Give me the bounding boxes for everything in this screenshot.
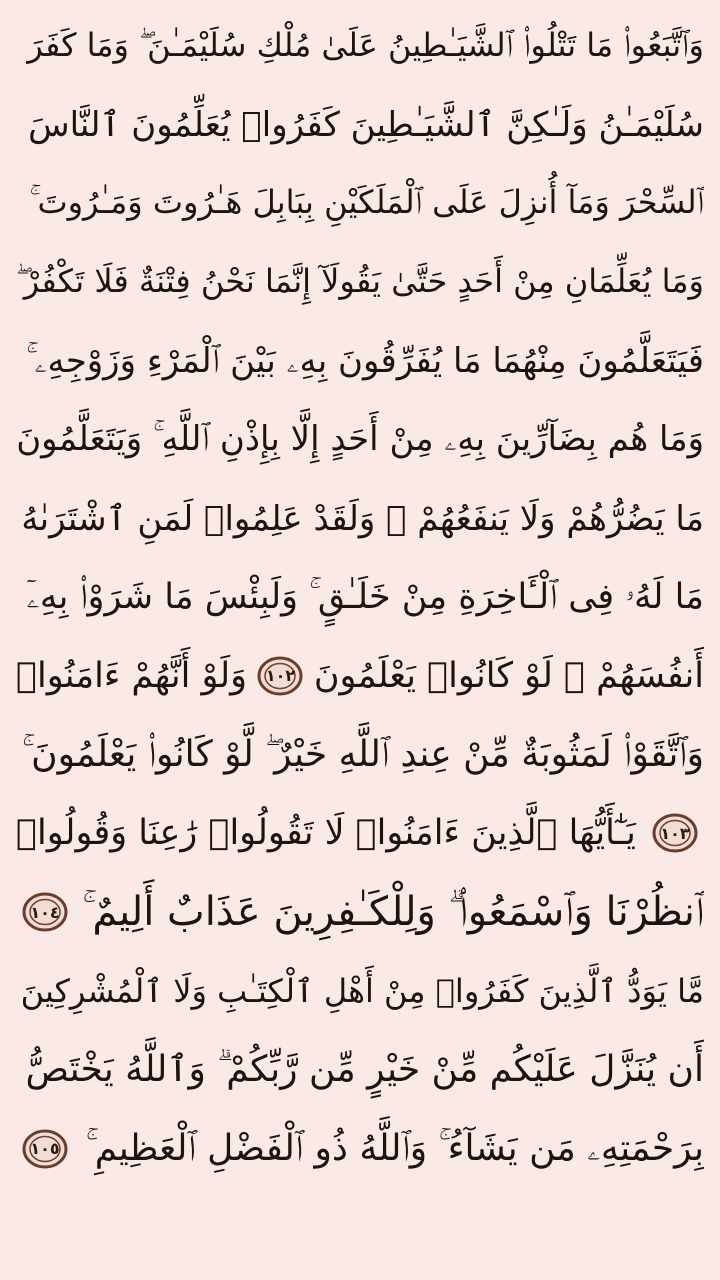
ayah-end-marker-icon	[22, 891, 68, 933]
verse-text: وَمَا يُعَلِّمَانِ مِنْ أَحَدٍ حَتَّىٰ يَقُولَآ إِنَّمَا نَحْنُ فِتْنَةٌ فَلَا تَكْفُرْ ۖ	[16, 262, 704, 301]
ayah-number: ١٠٢	[265, 666, 296, 686]
ayah-end-marker-icon	[257, 655, 303, 697]
verse-line-15	[16, 1109, 704, 1188]
verse-text: وَٱتَّقَوْا۟ لَمَثُوبَةٌ مِّنْ عِندِ ٱللَّهِ خَيْرٌ ۖ لَّوْ كَانُوا۟ يَعْلَمُونَ ۚ	[22, 733, 704, 775]
verse-line-12	[16, 873, 704, 952]
verse-text: وَلَوْ أَنَّهُمْ ءَامَنُوا۟	[16, 655, 248, 696]
verse-text: يَـٰٓأَيُّهَا ٱلَّذِينَ ءَامَنُوا۟ لَا تَقُولُوا۟ رَٰعِنَا وَقُولُوا۟	[16, 813, 636, 854]
verse-line-8	[16, 558, 704, 637]
verse-line-6	[16, 400, 704, 479]
verse-text: بِرَحْمَتِهِۦ مَن يَشَآءُ ۚ وَٱللَّهُ ذُو ٱلْفَضْلِ ٱلْعَظِيمِ ۚ	[85, 1127, 704, 1169]
verse-text: ٱلسِّحْرَ وَمَآ أُنزِلَ عَلَى ٱلْمَلَكَيْنِ بِبَابِلَ هَـٰرُوتَ وَمَـٰرُوتَ ۚ	[29, 183, 704, 222]
verse-text: مَا لَهُۥ فِى ٱلْـَٔاخِرَةِ مِنْ خَلَـٰقٍ ۚ وَلَبِئْسَ مَا شَرَوْا۟ بِهِۦٓ	[26, 576, 704, 617]
verse-text: ٱنظُرْنَا وَٱسْمَعُوا۟ ۗ وَلِلْكَـٰفِرِينَ عَذَابٌ أَلِيمٌ ۚ	[82, 889, 704, 936]
verse-text: أَن يُنَزَّلَ عَلَيْكُم مِّنْ خَيْرٍ مِّن رَّبِّكُمْ ۗ وَٱللَّهُ يَخْتَصُّ	[25, 1048, 704, 1090]
ayah-number: ١٠٤	[30, 902, 60, 922]
verse-text: مَا يَضُرُّهُمْ وَلَا يَنفَعُهُمْ ۚ وَلَقَدْ عَلِمُوا۟ لَمَنِ ٱشْتَرَىٰهُ	[21, 498, 704, 539]
verse-line-4	[16, 242, 704, 321]
verse-text: فَيَتَعَلَّمُونَ مِنْهُمَا مَا يُفَرِّقُونَ بِهِۦ بَيْنَ ٱلْمَرْءِ وَزَوْجِهِۦ ۚ	[26, 340, 704, 381]
verse-line-3	[16, 164, 704, 243]
verse-text: وَمَا هُم بِضَآرِّينَ بِهِۦ مِنْ أَحَدٍ إِلَّا بِإِذْنِ ٱللَّهِ ۚ وَيَتَعَلَّمُونَ	[16, 419, 704, 460]
verse-line-9	[16, 636, 704, 715]
verse-text: وَٱتَّبَعُوا۟ مَا تَتْلُوا۟ ٱلشَّيَـٰطِينُ عَلَىٰ مُلْكِ سُلَيْمَـٰنَ ۖ وَمَا كَفَرَ	[27, 25, 704, 64]
verse-text: سُلَيْمَـٰنُ وَلَـٰكِنَّ ٱلشَّيَـٰطِينَ كَفَرُوا۟ يُعَلِّمُونَ ٱلنَّاسَ	[28, 104, 704, 145]
ayah-number: ١٠٥	[30, 1139, 60, 1159]
verse-line-14	[16, 1030, 704, 1109]
verse-line-11	[16, 794, 704, 873]
verse-line-10	[16, 715, 704, 794]
ayah-number: ١٠٣	[660, 823, 690, 843]
verse-line-7	[16, 479, 704, 558]
verse-text: مَّا يَوَدُّ ٱلَّذِينَ كَفَرُوا۟ مِنْ أَهْلِ ٱلْكِتَـٰبِ وَلَا ٱلْمُشْرِكِينَ	[20, 971, 704, 1010]
verse-line-5	[16, 321, 704, 400]
ayah-end-marker-icon	[652, 812, 698, 854]
verse-line-13	[16, 952, 704, 1031]
ayah-end-marker-icon	[22, 1128, 68, 1170]
verse-line-1	[16, 6, 704, 85]
verse-text: أَنفُسَهُمْ ۚ لَوْ كَانُوا۟ يَعْلَمُونَ	[313, 655, 704, 696]
verse-line-2	[16, 85, 704, 164]
